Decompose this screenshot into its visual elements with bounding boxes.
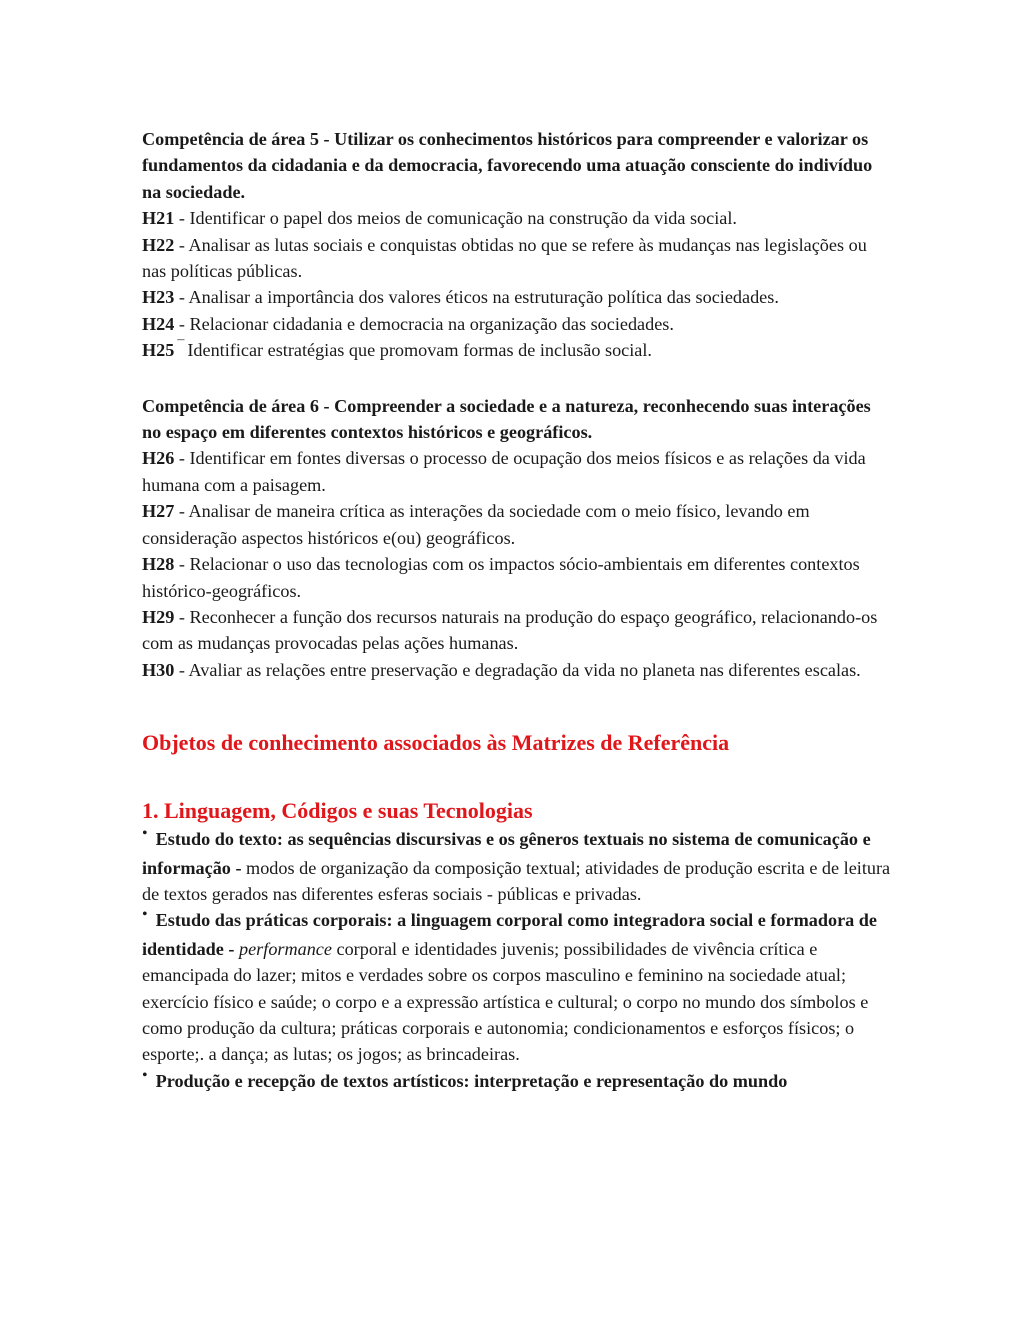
- area6-heading: Competência de área 6 - Compreender a sociedade e a natureza, reconhecendo suas interações no espaço em diferentes contextos históricos e geográficos.: [142, 395, 871, 443]
- skill-h26: H26 - Identificar em fontes diversas o processo de ocupação dos meios físicos e as relações da vida humana com a paisagem.: [142, 448, 866, 495]
- bullet-icon: •: [142, 906, 148, 924]
- spacer: [142, 683, 892, 728]
- area5-heading: Competência de área 5 - Utilizar os conhecimentos históricos para compreender e valorizar os fundamentos da cidadania e da democracia, favorecendo uma atuação consciente do indivíduo na sociedade.: [142, 129, 873, 202]
- skill-h23: H23 - Analisar a importância dos valores éticos na estruturação política das sociedades.: [142, 287, 779, 308]
- skill-h30: H30 - Avaliar as relações entre preservação e degradação da vida no planeta nas diferentes escalas.: [142, 659, 861, 680]
- skill-h29: H29 - Reconhecer a função dos recursos naturais na produção do espaço geográfico, relacionando-os com as mudanças provocadas pelas ações humanas.: [142, 606, 878, 654]
- skill-h22: H22 - Analisar as lutas sociais e conquistas obtidas no que se refere às mudanças nas legislações ou nas políticas públicas.: [142, 234, 867, 282]
- skill-h21: H21 - Identificar o papel dos meios de comunicação na construção da vida social.: [142, 208, 737, 229]
- list-item: • Estudo do texto: as sequências discursivas e os gêneros textuais no sistema de comunicação e informação - modos de organização da composição textual; atividades de produção escrita e de leitura de textos gerados nas diferentes esferas sociais - públicas e privadas.: [142, 825, 891, 904]
- spacer: [142, 367, 892, 393]
- skill-h27: H27 - Analisar de maneira crítica as interações da sociedade com o meio físico, levando em consideração aspectos históricos e(ou) geográficos.: [142, 501, 810, 548]
- list-item: • Estudo das práticas corporais: a linguagem corporal como integradora social e formadora de identidade - performance corporal e identidades juvenis; possibilidades de vivência crítica e emancipada do lazer; mitos e verdades sobre os corpos masculino e feminino na sociedade atual; exercício físico e saúde; o corpo e a expressão artística e cultural; o corpo no mundo dos símbolos e como produção da cultura; práticas corporais e autonomia; condicionamentos e esforços físicos; o esporte;. a dança; as lutas; os jogos; as brincadeiras.: [142, 906, 877, 1065]
- skill-h24: H24 - Relacionar cidadania e democracia na organização das sociedades.: [142, 313, 674, 334]
- document-body: [142, 126, 892, 1096]
- bullet-icon: •: [142, 825, 148, 843]
- section1-heading: 1. Linguagem, Códigos e suas Tecnologias: [142, 798, 533, 824]
- bullet-icon: •: [142, 1066, 148, 1084]
- skill-h28: H28 - Relacionar o uso das tecnologias com os impactos sócio-ambientais em diferentes contextos histórico-geográficos.: [142, 554, 860, 601]
- objetos-heading: Objetos de conhecimento associados às Matrizes de Referência: [142, 730, 730, 756]
- spacer: [142, 758, 892, 796]
- skill-h25: H25 ¯ Identificar estratégias que promovam formas de inclusão social.: [142, 339, 652, 361]
- list-item: • Produção e recepção de textos artísticos: interpretação e representação do mundo: [142, 1066, 788, 1091]
